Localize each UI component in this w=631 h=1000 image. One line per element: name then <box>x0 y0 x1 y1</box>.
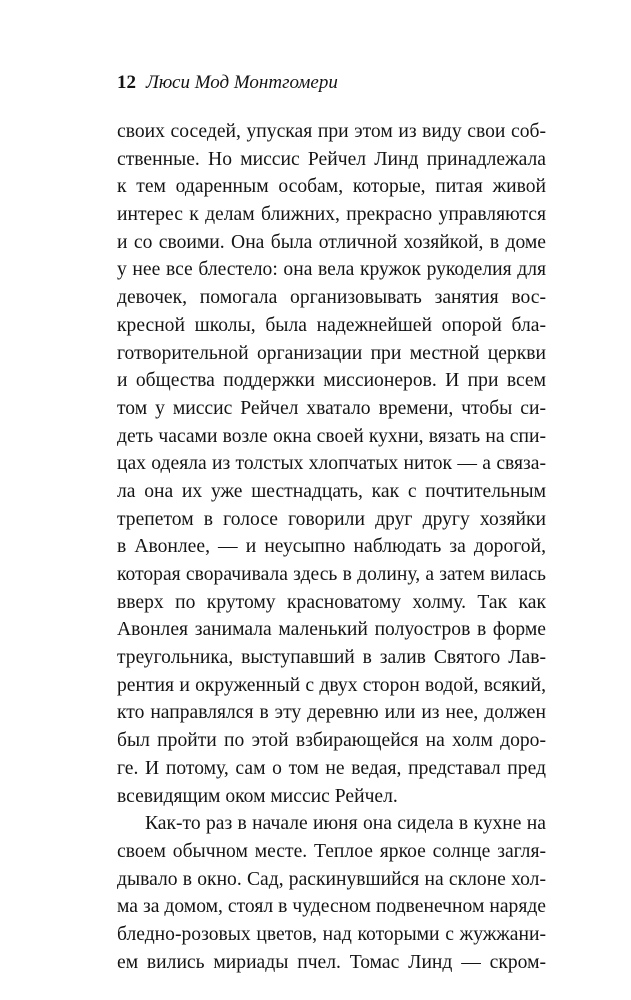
text-line: к тем одаренным особам, которые, питая живой <box>117 176 546 198</box>
text-line: трепетом в голосе говорили друг другу хозяйки <box>117 508 546 530</box>
text-line: всевидящим оком миссис Рейчел. <box>117 785 398 807</box>
text-line: готворительной организации при местной церкви <box>117 342 546 364</box>
text-line: том у миссис Рейчел хватало времени, чтобы си- <box>117 397 546 419</box>
text-line: деть часами возле окна своей кухни, вязать на спи- <box>117 425 546 447</box>
text-line: вверх по крутому красноватому холму. Так как <box>117 591 546 613</box>
text-line: цах одеяла из толстых хлопчатых ниток — а связа- <box>117 453 546 475</box>
text-line: кто направлялся в эту деревню или из нее, должен <box>117 702 546 724</box>
text-line: кресной школы, была надежнейшей опорой бла- <box>117 314 546 336</box>
text-line: в Авонлее, — и неусыпно наблюдать за дорогой, <box>117 536 546 558</box>
text-line: ма за домом, стоял в чудесном подвенечном наряде <box>117 896 546 918</box>
text-line: ла она их уже шестнадцать, как с почтительным <box>117 480 546 502</box>
text-line: был пройти по этой взбирающейся на холм доро- <box>117 730 546 752</box>
body-text <box>117 118 546 976</box>
text-line: дывало в окно. Сад, раскинувшийся на склоне хол- <box>117 868 546 890</box>
text-line: своих соседей, упуская при этом из виду свои соб- <box>117 121 546 142</box>
text-line: ем вились мириады пчел. Томас Линд — скром- <box>117 951 546 973</box>
text-line: которая сворачивала здесь в долину, а затем вилась <box>117 564 546 585</box>
paragraph-2 <box>117 810 546 976</box>
text-line: Авонлея занимала маленький полуостров в форме <box>117 619 546 641</box>
text-line: у нее все блестело: она вела кружок рукоделия для <box>117 259 546 281</box>
text-line: ственные. Но миссис Рейчел Линд принадлежала <box>117 148 546 170</box>
text-line: бледно-розовых цветов, над которыми с жужжани- <box>117 923 546 945</box>
text-line: своем обычном месте. Теплое яркое солнце загля- <box>117 840 546 862</box>
text-line: девочек, помогала организовывать занятия вос- <box>117 287 546 309</box>
text-line: интерес к делам ближних, прекрасно управляются <box>117 204 546 226</box>
author-name: Люси Мод Монтгомери <box>146 72 338 93</box>
text-line: Как-то раз в начале июня она сидела в кухне на <box>145 813 546 835</box>
page-number: 12 <box>117 72 136 93</box>
running-head <box>117 71 338 95</box>
text-line: рентия и окруженный с двух сторон водой, всякий, <box>117 674 546 696</box>
text-line: и общества поддержки миссионеров. И при всем <box>117 370 546 392</box>
text-line: и со своими. Она была отличной хозяйкой, в доме <box>117 231 546 253</box>
paragraph-1 <box>117 118 546 810</box>
text-line: треугольника, выступавший в залив Святого Лав- <box>117 647 546 669</box>
text-line: ге. И потому, сам о том не ведая, представал пред <box>117 757 546 779</box>
